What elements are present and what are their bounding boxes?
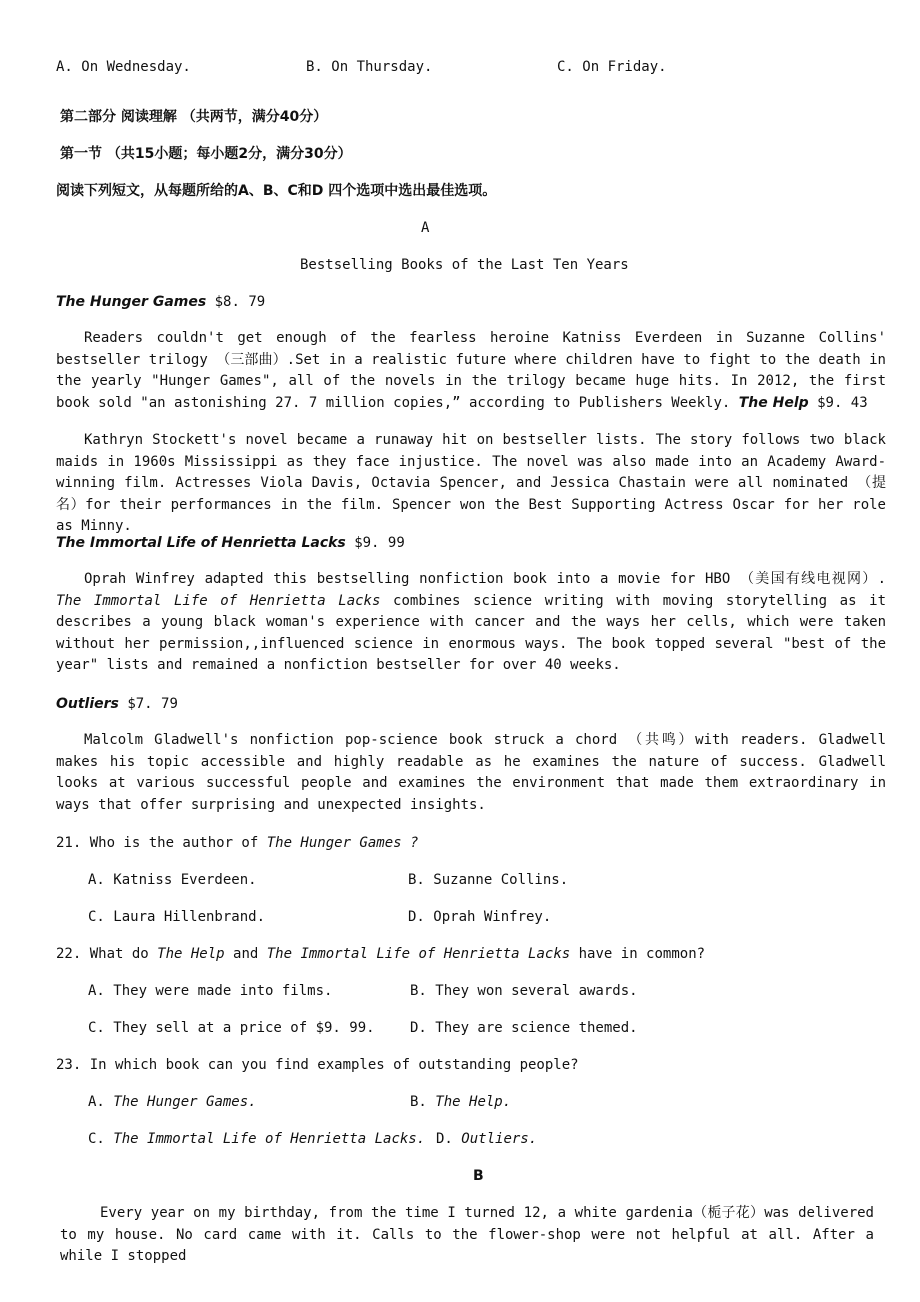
q22-option-a: A. They were made into films. [88, 983, 333, 999]
book3-paragraph [56, 569, 886, 677]
q22-option-b: B. They won several awards. [410, 983, 638, 999]
book4-heading [56, 693, 178, 715]
q22-option-c: C. They sell at a price of $9. 99. [88, 1020, 375, 1036]
q22-stem-title2: The Immortal Life of Henrietta Lacks [266, 946, 571, 962]
q20-option-b: B. On Thursday. [306, 59, 433, 75]
q23-option-a [88, 1091, 257, 1113]
q22-stem-a: 22. What do [56, 946, 158, 962]
book3-heading [56, 532, 405, 554]
book4-price: $7. 79 [118, 696, 178, 712]
book1-price: $8. 79 [206, 294, 266, 310]
book3-title: The Immortal Life of Henrietta Lacks [56, 535, 346, 551]
q21-stem-text: 21. Who is the author of [56, 835, 267, 851]
q23-option-b-label: B. [410, 1094, 436, 1110]
book3-price: $9. 99 [345, 535, 405, 551]
q22-stem-title1: The Help [157, 946, 225, 962]
book3-text-title: The Immortal Life of Henrietta Lacks [56, 592, 381, 609]
book4-paragraph: Malcolm Gladwell's nonfiction pop-science book struck a chord （共鸣）with readers. Gladwell makes his topic accessible and highly readable as he examines the nature of success. Gladwell looks at various successful people and examines the environment that made them extraordinary in ways that offer surprising and unexpected insights. [56, 732, 886, 813]
book2-title: The Help [738, 394, 809, 411]
q23-option-b-text: The Help. [435, 1094, 512, 1110]
passage-a-title: Bestselling Books of the Last Ten Years [300, 257, 629, 273]
q23-option-d-label: D. [436, 1131, 462, 1147]
passage-b-letter: B [473, 1168, 484, 1184]
q23-option-c-label: C. [88, 1131, 114, 1147]
q22-stem-c: have in common? [570, 946, 706, 962]
book2-price: $9. 43 [808, 394, 868, 411]
instructions: 阅读下列短文，从每题所给的A、B、C和D 四个选项中选出最佳选项。 [56, 183, 497, 199]
book1-paragraph [56, 328, 886, 414]
q23-option-d [436, 1128, 537, 1150]
book3-text-a: Oprah Winfrey adapted this bestselling nonfiction book into a movie for HBO （美国有线电视网）. [84, 571, 886, 587]
book1-text: Readers couldn't get enough of the fearless heroine Katniss Everdeen in Suzanne Collins' bestseller trilogy （三部曲）.Set in a realistic future where children have to fight to the death in the yearly "Hunger Games", all of the novels in the trilogy became huge hits. In 2012, the first book sold "an astonishing 27. 7 million copies,” according to Publishers Weekly. [56, 330, 886, 411]
passage-a-letter: A [421, 220, 430, 236]
q23-option-c [88, 1128, 425, 1150]
q22-stem [56, 943, 705, 965]
q21-option-d: D. Oprah Winfrey. [408, 909, 552, 925]
q21-stem [56, 832, 418, 854]
q21-option-b: B. Suzanne Collins. [408, 872, 569, 888]
part2-header: 第二部分 阅读理解 （共两节，满分40分） [60, 109, 328, 125]
book4-title: Outliers [56, 696, 119, 712]
q23-option-b [410, 1091, 511, 1113]
q22-option-d: D. They are science themed. [410, 1020, 638, 1036]
q23-option-c-text: The Immortal Life of Henrietta Lacks. [113, 1131, 426, 1147]
q21-option-c: C. Laura Hillenbrand. [88, 909, 266, 925]
q23-option-a-label: A. [88, 1094, 114, 1110]
q21-option-a: A. Katniss Everdeen. [88, 872, 257, 888]
q20-option-c: C. On Friday. [557, 59, 667, 75]
passage-b-paragraph: Every year on my birthday, from the time I turned 12, a white gardenia（栀子花）was delivered to my house. No card came with it. Calls to the flower-shop were not helpful at all. After a while I stopped [60, 1205, 874, 1265]
q22-stem-b: and [224, 946, 267, 962]
section1-header: 第一节 （共15小题；每小题2分，满分30分） [60, 146, 352, 162]
q23-option-a-text: The Hunger Games. [113, 1094, 257, 1110]
q20-option-a: A. On Wednesday. [56, 59, 191, 75]
book3-text-b: combines science writing with moving storytelling as it describes a young black woman's experience with cancer and the ways her cells, which were taken without her permission,,influenced science in enormous ways. The book topped several "best of the year" lists and remained a nonfiction bestseller for over 40 weeks. [56, 592, 886, 674]
book1-title: The Hunger Games [56, 294, 207, 310]
q23-stem: 23. In which book can you find examples of outstanding people? [56, 1057, 579, 1073]
book2-paragraph: Kathryn Stockett's novel became a runaway hit on bestseller lists. The story follows two black maids in 1960s Mississippi as they face injustice. The novel was also made into an Academy Award-winning film. Actresses Viola Davis, Octavia Spencer, and Jessica Chastain were all nominated （提名）for their performances in the film. Spencer won the Best Supporting Actress Oscar for her role as Minny. [56, 432, 886, 535]
book1-heading [56, 291, 265, 313]
q23-option-d-text: Outliers. [461, 1131, 538, 1147]
q21-stem-title: The Hunger Games ? [266, 835, 419, 851]
